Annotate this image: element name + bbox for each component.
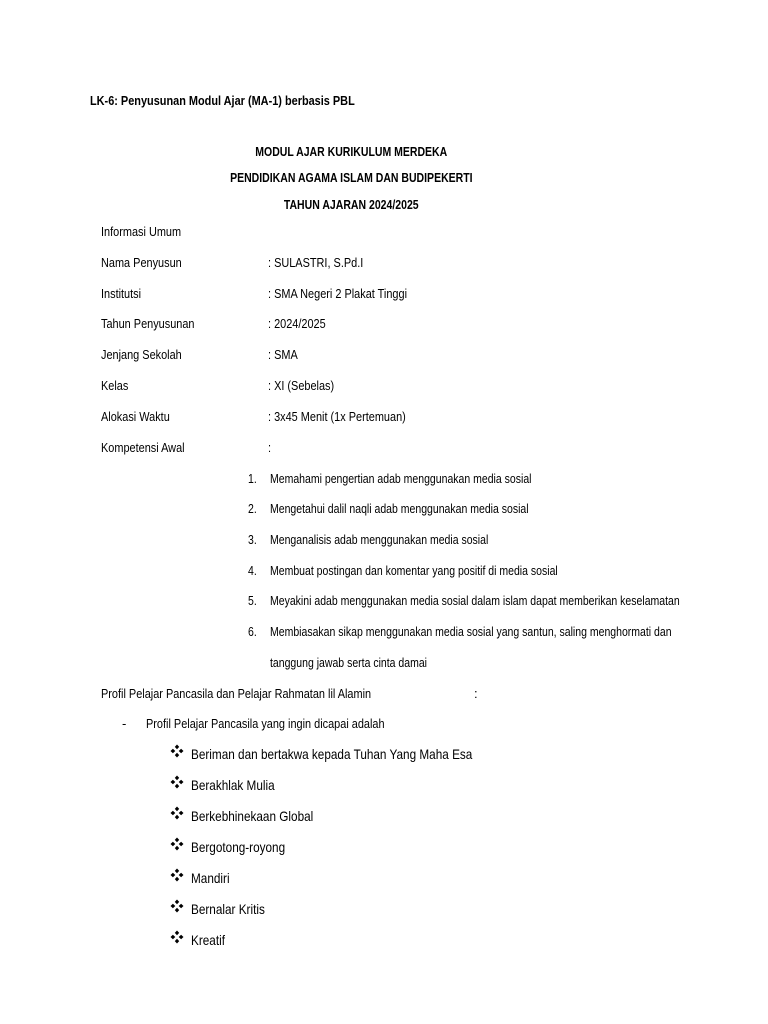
info-value-competence: :	[268, 440, 272, 455]
profile-item: Bernalar Kritis	[191, 901, 265, 917]
competence-item: Membuat postingan dan komentar yang positif di media sosial	[270, 564, 558, 578]
subject-title: PENDIDIKAN AGAMA ISLAM DAN BUDIPEKERTI	[229, 171, 473, 185]
competence-number: 3.	[248, 533, 257, 547]
info-value-time: : 3x45 Menit (1x Pertemuan)	[268, 409, 406, 424]
info-label-competence: Kompetensi Awal	[101, 440, 185, 455]
four-diamond-bullet-icon	[170, 868, 184, 882]
info-label-institution: Institutsi	[101, 286, 142, 301]
profile-item: Beriman dan bertakwa kepada Tuhan Yang Maha Esa	[191, 746, 473, 762]
four-diamond-bullet-icon	[170, 744, 184, 758]
profile-subheading: Profil Pelajar Pancasila yang ingin dicapai adalah	[146, 716, 385, 731]
competence-item: Membiasakan sikap menggunakan media sosial yang santun, saling menghormati dan	[270, 625, 672, 639]
info-label-year: Tahun Penyusunan	[101, 316, 195, 331]
four-diamond-bullet-icon	[170, 806, 184, 820]
dash-bullet: -	[122, 716, 127, 731]
competence-number: 2.	[248, 502, 257, 516]
competence-item: Meyakini adab menggunakan media sosial dalam islam dapat memberikan keselamatan	[270, 594, 680, 608]
competence-item: Mengetahui dalil naqli adab menggunakan media sosial	[270, 502, 529, 516]
profile-item: Mandiri	[191, 870, 230, 886]
worksheet-title: LK-6: Penyusunan Modul Ajar (MA-1) berbasis PBL	[90, 93, 355, 108]
competence-item-continuation: tanggung jawab serta cinta damai	[270, 656, 428, 670]
info-label-author: Nama Penyusun	[101, 255, 182, 270]
info-value-institution: : SMA Negeri 2 Plakat Tinggi	[268, 286, 408, 301]
profile-item: Berkebhinekaan Global	[191, 808, 314, 824]
info-value-author: : SULASTRI, S.Pd.I	[268, 255, 364, 270]
info-label-class: Kelas	[101, 378, 129, 393]
info-value-year: : 2024/2025	[268, 316, 326, 331]
competence-item: Menganalisis adab menggunakan media sosial	[270, 533, 489, 547]
info-label-time: Alokasi Waktu	[101, 409, 170, 424]
module-title: MODUL AJAR KURIKULUM MERDEKA	[255, 145, 447, 159]
profile-item: Berakhlak Mulia	[191, 777, 275, 793]
info-value-level: : SMA	[268, 347, 298, 362]
four-diamond-bullet-icon	[170, 775, 184, 789]
four-diamond-bullet-icon	[170, 899, 184, 913]
competence-number: 1.	[248, 472, 257, 486]
academic-year-title: TAHUN AJARAN 2024/2025	[283, 198, 419, 212]
general-info-heading: Informasi Umum	[101, 224, 182, 239]
competence-number: 5.	[248, 594, 257, 608]
profile-colon: :	[474, 686, 478, 701]
profile-item: Bergotong-royong	[191, 839, 286, 855]
competence-item: Memahami pengertian adab menggunakan media sosial	[270, 472, 532, 486]
four-diamond-bullet-icon	[170, 930, 184, 944]
competence-number: 6.	[248, 625, 257, 639]
info-label-level: Jenjang Sekolah	[101, 347, 182, 362]
competence-number: 4.	[248, 564, 257, 578]
info-value-class: : XI (Sebelas)	[268, 378, 335, 393]
four-diamond-bullet-icon	[170, 837, 184, 851]
profile-item: Kreatif	[191, 932, 225, 948]
profile-heading: Profil Pelajar Pancasila dan Pelajar Rahmatan lil Alamin	[101, 686, 372, 701]
